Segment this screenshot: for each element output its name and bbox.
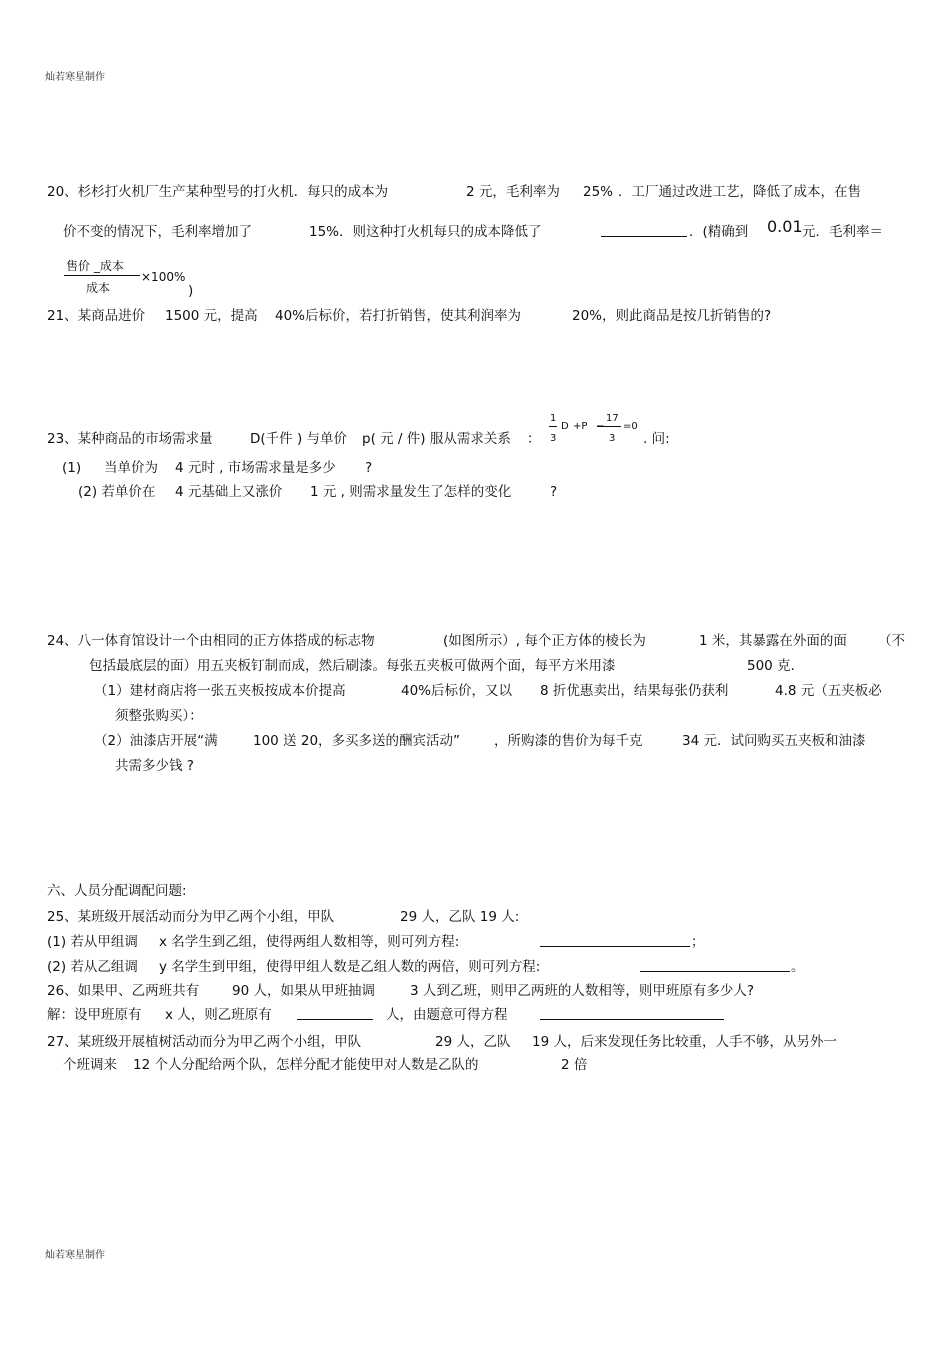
equation-denominator-3: 3	[609, 433, 616, 444]
text-segment: 4 元基础上又涨价	[175, 484, 283, 500]
question-23-colon: ：	[527, 431, 541, 447]
text-segment: ?	[365, 460, 373, 476]
text-segment: 40%后标价，又以	[401, 683, 513, 699]
precision-value: 0.01	[767, 217, 803, 236]
formula-fraction-bar	[64, 275, 140, 276]
question-24-text: 须整张购买）：	[115, 708, 203, 724]
text-segment: 40%后标价，若打折销售，使其利润率为	[275, 308, 522, 324]
text-segment: 4 元时 , 市场需求量是多少	[175, 460, 336, 476]
question-20-text: 15%．则这种打火机每只的成本降低了	[309, 224, 542, 240]
text-segment: 29 人，乙队	[435, 1034, 511, 1050]
answer-blank[interactable]	[540, 934, 690, 951]
text-segment: 1 元 , 则需求量发生了怎样的变化	[310, 484, 512, 500]
question-26-solution: 解：设甲班原有	[47, 1007, 142, 1023]
text-segment: (1)	[62, 460, 82, 476]
text-segment: 21、某商品进价	[47, 308, 146, 324]
question-26-solution: 人，由题意可得方程	[386, 1007, 508, 1023]
text-segment: ?	[550, 484, 558, 500]
formula-numerator: 售价 _成本	[66, 259, 124, 273]
text-segment: (如图所示）, 每个正方体的棱长为	[443, 633, 646, 649]
text-segment: 当单价为	[104, 460, 158, 476]
text-segment: 23、某种商品的市场需求量	[47, 431, 213, 447]
text-segment: 24、八一体育馆设计一个由相同的正方体搭成的标志物	[47, 633, 375, 649]
question-24-text: 共需多少钱 ?	[115, 758, 194, 774]
page-header: 灿若寒星制作	[45, 72, 105, 83]
text-segment: 包括最底层的面）用五夹板钉制而成，然后刷漆。每张五夹板可做两个面，每平方米用漆	[89, 658, 616, 674]
question-25-sub-2: (2) 若从乙组调	[47, 959, 138, 975]
text-segment: 27、某班级开展植树活动而分为甲乙两个小组，甲队	[47, 1034, 362, 1050]
question-20-text: 元．毛利率＝	[802, 224, 883, 240]
equation-denominator-3: 3	[550, 433, 557, 444]
equation-numerator-17: 17	[606, 413, 619, 424]
equation-minus: −	[596, 421, 605, 432]
question-25-sub-2: y 名学生到甲组，使得甲组人数是乙组人数的两倍，则可列方程:	[159, 959, 541, 975]
question-25-sub-1: (1) 若从甲组调	[47, 934, 138, 950]
text-segment: （2）油漆店开展“满	[94, 733, 218, 749]
text-segment: 29 人，乙队 19 人:	[400, 909, 520, 925]
equation-equals-zero: =0	[623, 421, 638, 432]
text-segment: D(千件 ) 与单价	[250, 431, 348, 447]
equation-numerator-1: 1	[550, 413, 557, 424]
text-segment: 90 人，如果从甲班抽调	[232, 983, 375, 999]
text-segment: 个班调来	[63, 1057, 117, 1073]
formula-close-paren: )	[188, 283, 194, 299]
question-20-text: ．(精确到	[689, 224, 749, 240]
text-segment: ，所购漆的售价为每千克	[494, 733, 643, 749]
question-25-sub-1: x 名学生到乙组，使得两组人数相等，则可列方程:	[159, 934, 460, 950]
text-segment: 2 元，毛利率为	[466, 184, 560, 200]
text-segment: 1500 元，提高	[165, 308, 258, 324]
text-segment: 4.8 元（五夹板必	[775, 683, 882, 699]
text-segment: 19 人，后来发现任务比较重，人手不够，从另外一	[532, 1034, 837, 1050]
answer-blank[interactable]	[601, 224, 687, 241]
text-segment: 26、如果甲、乙两班共有	[47, 983, 200, 999]
section-heading: 六、人员分配调配问题:	[47, 883, 187, 899]
text-segment: 2 倍	[561, 1057, 588, 1073]
text-segment: 100 送 20，多买多送的酬宾活动”	[253, 733, 461, 749]
answer-blank[interactable]	[297, 1007, 373, 1024]
text-segment: ．工厂通过改进工艺，降低了成本，在售	[618, 184, 861, 200]
text-segment: 20%，则此商品是按几折销售的?	[572, 308, 772, 324]
text-segment: 25%	[583, 184, 614, 200]
question-23-ask: . 问:	[643, 431, 670, 447]
equation-fraction-bar	[549, 426, 557, 427]
text-segment: 500 克.	[747, 658, 795, 674]
text-segment: 12 个人分配给两个队，怎样分配才能使甲对人数是乙队的	[133, 1057, 479, 1073]
question-20-text: 价不变的情况下，毛利率增加了	[63, 224, 252, 240]
question-26-solution: x 人，则乙班原有	[165, 1007, 272, 1023]
formula-denominator: 成本	[86, 281, 111, 295]
formula-multiplier: ×100%	[141, 270, 186, 284]
text-segment: 3 人到乙班，则甲乙两班的人数相等，则甲班原有多少人?	[410, 983, 755, 999]
text-segment: p( 元 / 件) 服从需求关系	[362, 431, 511, 447]
text-segment: 8 折优惠卖出，结果每张仍获利	[540, 683, 729, 699]
question-25-sub-2-end: 。	[791, 959, 805, 975]
text-segment: 25、某班级开展活动而分为甲乙两个小组，甲队	[47, 909, 335, 925]
text-segment: 20、杉杉打火机厂生产某种型号的打火机．每只的成本为	[47, 184, 389, 200]
text-segment: 34 元．试问购买五夹板和油漆	[682, 733, 866, 749]
text-segment: 1 米，其暴露在外面的面	[699, 633, 847, 649]
text-segment: (2) 若单价在	[78, 484, 156, 500]
text-segment: （不	[878, 633, 905, 649]
page-footer: 灿若寒星制作	[45, 1250, 105, 1261]
equation-plus-p: +P	[573, 421, 588, 432]
text-segment: （1）建材商店将一张五夹板按成本价提高	[94, 683, 346, 699]
question-25-sub-1-end: ；	[691, 934, 705, 950]
equation-d: D	[561, 421, 569, 432]
answer-blank[interactable]	[640, 959, 790, 976]
answer-blank[interactable]	[540, 1007, 724, 1024]
